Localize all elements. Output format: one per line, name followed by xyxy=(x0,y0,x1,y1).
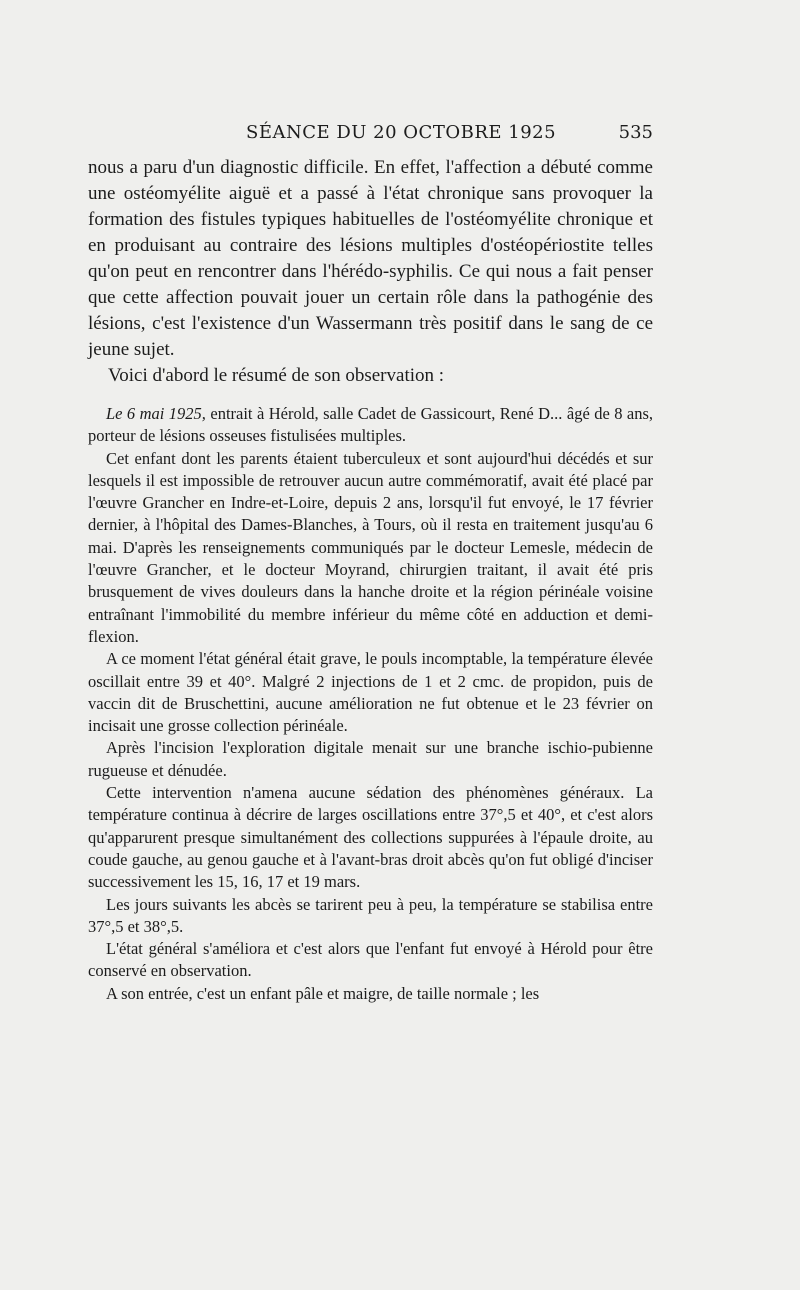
observation-text xyxy=(88,403,653,1005)
observation-paragraph: A ce moment l'état général était grave, le pouls incomptable, la température élevée oscillait entre 39 et 40°. Malgré 2 injections de 1 et 2 cmc. de propidon, puis de vaccin dit de Bruschettini, aucune amélioration ne fut obtenue et le 23 février on incisait une grosse collection périnéale. xyxy=(88,649,653,736)
observation-paragraph xyxy=(88,403,653,448)
observation-date: Le 6 mai 1925, xyxy=(106,404,206,423)
running-title: SÉANCE DU 20 OCTOBRE 1925 xyxy=(246,122,557,143)
observation-paragraph: Cette intervention n'amena aucune sédation des phénomènes généraux. La température continua à décrire de larges oscillations entre 37°,5 et 40°, et c'est alors qu'apparurent presque simultanément des collections suppurées à l'épaule droite, au coude gauche, au genou gauche et à l'avant-bras droit abcès qu'on fut obligé d'inciser successivement les 15, 16, 17 et 19 mars. xyxy=(88,783,653,892)
page-number: 535 xyxy=(618,122,653,143)
observation-paragraph: Cet enfant dont les parents étaient tuberculeux et sont aujourd'hui décédés et sur lesquels il est impossible de retrouver aucun autre commémoratif, avait été placé par l'œuvre Grancher en Indre-et-Loire, depuis 2 ans, lorsqu'il fut envoyé, le 17 février dernier, à l'hôpital des Dames-Blanches, à Tours, où il resta en traitement jusqu'au 6 mai. D'après les renseignements communiqués par le docteur Lemesle, médecin de l'œuvre Grancher, et le docteur Moyrand, chirurgien traitant, il avait été pris brusquement de vives douleurs dans la hanche droite et la région périnéale voisine entraînant l'immobilité du membre inférieur du même côté en adduction et demi-flexion. xyxy=(88,448,653,646)
observation-paragraph: Les jours suivants les abcès se tarirent peu à peu, la température se stabilisa entre 37°,5 et 38°,5. xyxy=(88,894,653,936)
page-body xyxy=(88,155,653,1005)
main-text xyxy=(88,155,653,389)
main-paragraph: nous a paru d'un diagnostic difficile. En effet, l'affection a débuté comme une ostéomyélite aiguë et a passé à l'état chronique sans provoquer la formation des fistules typiques habituelles de l'ostéomyélite chronique et en produisant au contraire des lésions multiples d'ostéopériostite telles qu'on peut en rencontrer dans l'hérédo-syphilis. Ce qui nous a fait penser que cette affection pouvait jouer un certain rôle dans la pathogénie des lésions, c'est l'existence d'un Wassermann très positif dans le sang de ce jeune sujet. xyxy=(88,157,653,360)
observation-intro: entrait à Hérold, salle Cadet de Gassicourt, René D... âgé de 8 ans, porteur de lésions osseuses fistulisées multiples. xyxy=(88,404,654,446)
observation-paragraph: A son entrée, c'est un enfant pâle et maigre, de taille normale ; les xyxy=(106,983,540,1003)
main-paragraph: Voici d'abord le résumé de son observation : xyxy=(108,365,445,386)
observation-paragraph: L'état général s'améliora et c'est alors que l'enfant fut envoyé à Hérold pour être conservé en observation. xyxy=(88,939,653,981)
running-header xyxy=(88,122,653,150)
observation-paragraph: Après l'incision l'exploration digitale menait sur une branche ischio-pubienne rugueuse et dénudée. xyxy=(88,738,653,780)
